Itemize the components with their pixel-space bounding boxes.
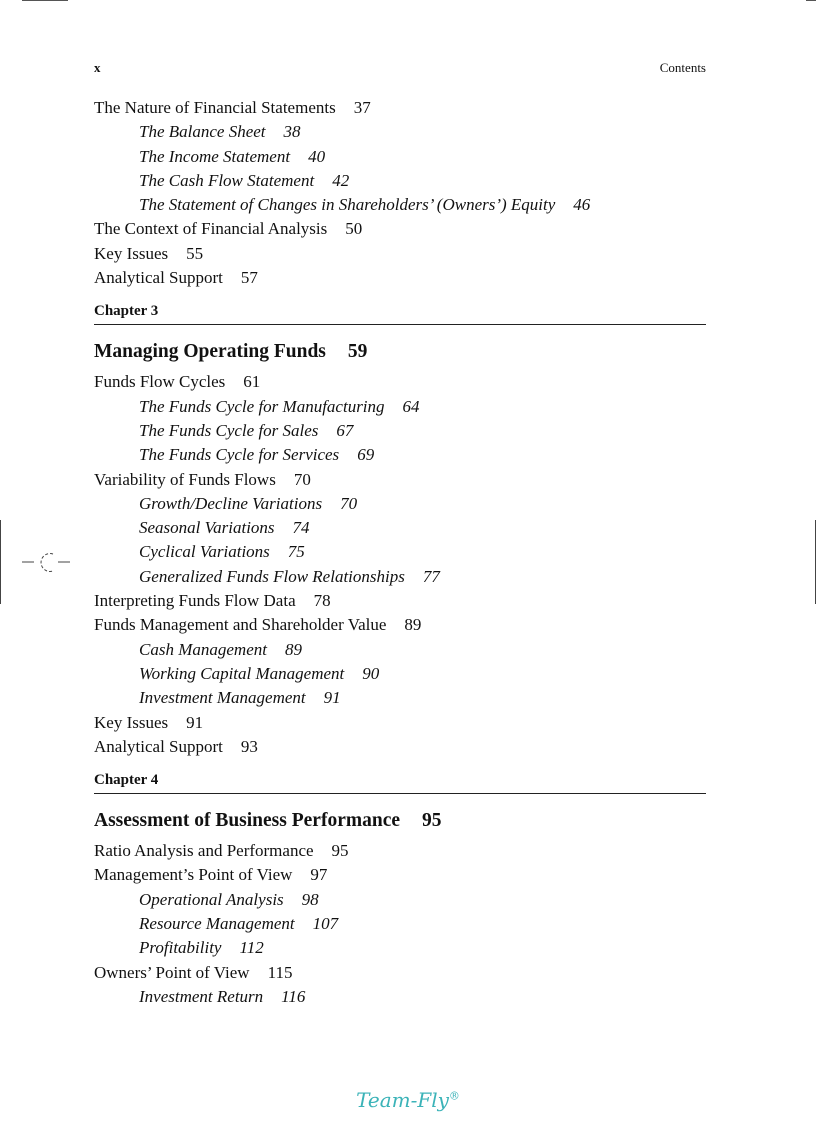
entry-title: The Funds Cycle for Manufacturing bbox=[139, 396, 385, 416]
toc-subentry bbox=[94, 419, 706, 443]
crop-mark-top-left bbox=[22, 0, 68, 1]
toc-entry bbox=[94, 613, 706, 637]
entry-page-number: 50 bbox=[345, 219, 363, 239]
chapter-label: Chapter 3 bbox=[94, 303, 159, 320]
entry-page-number: 57 bbox=[240, 268, 258, 288]
entry-page-number: 74 bbox=[292, 518, 310, 538]
entry-page-number: 107 bbox=[312, 914, 339, 934]
chapter-page-number: 59 bbox=[347, 341, 368, 363]
entry-title: Owners’ Point of View bbox=[94, 962, 250, 982]
running-title: Contents bbox=[659, 60, 706, 75]
toc-entry bbox=[94, 370, 706, 394]
chapter-rule bbox=[94, 793, 706, 794]
toc-entry bbox=[94, 961, 706, 985]
chapter-title-text: Assessment of Business Performance bbox=[94, 810, 401, 832]
toc-entry bbox=[94, 863, 706, 887]
entry-title: The Statement of Changes in Shareholders’ (Owners’) Equity bbox=[139, 195, 556, 215]
page-number: x bbox=[94, 60, 101, 75]
entry-page-number: 75 bbox=[287, 542, 305, 562]
entry-page-number: 55 bbox=[186, 243, 204, 263]
chapter-title-text: Managing Operating Funds bbox=[94, 341, 326, 363]
entry-title: Generalized Funds Flow Relationships bbox=[139, 566, 405, 586]
toc-subentry bbox=[94, 395, 706, 419]
entry-title: Resource Management bbox=[139, 914, 295, 934]
entry-title: The Nature of Financial Statements bbox=[94, 98, 336, 117]
entry-title: Cash Management bbox=[139, 639, 267, 659]
entry-title: Analytical Support bbox=[94, 268, 223, 288]
toc-subentry bbox=[94, 638, 706, 662]
registration-mark-icon bbox=[22, 548, 72, 578]
entry-title: Investment Return bbox=[139, 986, 264, 1006]
entry-title: The Cash Flow Statement bbox=[139, 170, 315, 190]
toc-entry bbox=[94, 242, 706, 266]
entry-page-number: 115 bbox=[267, 962, 293, 982]
entry-page-number: 97 bbox=[310, 865, 328, 885]
toc-entry bbox=[94, 468, 706, 492]
registered-mark: ® bbox=[448, 1089, 460, 1103]
toc-entry bbox=[94, 266, 706, 290]
entry-page-number: 95 bbox=[331, 841, 349, 861]
toc-subentry bbox=[94, 443, 706, 467]
entry-title: Profitability bbox=[139, 938, 222, 958]
entry-title: The Context of Financial Analysis bbox=[94, 219, 328, 239]
entry-title: Funds Flow Cycles bbox=[94, 372, 226, 392]
toc-subentry bbox=[94, 492, 706, 516]
toc-entry bbox=[94, 839, 706, 863]
entry-page-number: 37 bbox=[353, 98, 371, 117]
chapter-rule bbox=[94, 324, 706, 325]
toc-entry bbox=[94, 96, 706, 120]
entry-page-number: 38 bbox=[283, 122, 301, 142]
toc-entry bbox=[94, 735, 706, 759]
entry-page-number: 61 bbox=[243, 372, 261, 392]
toc-subentry bbox=[94, 686, 706, 710]
entry-page-number: 98 bbox=[301, 889, 319, 909]
entry-title: The Balance Sheet bbox=[139, 122, 266, 142]
entry-page-number: 89 bbox=[284, 639, 302, 659]
entry-title: Interpreting Funds Flow Data bbox=[94, 591, 296, 611]
entry-page-number: 78 bbox=[313, 591, 331, 611]
entry-title: Investment Management bbox=[139, 688, 306, 708]
entry-page-number: 70 bbox=[340, 493, 358, 513]
entry-title: Working Capital Management bbox=[139, 663, 345, 683]
entry-page-number: 112 bbox=[239, 938, 264, 958]
entry-page-number: 64 bbox=[402, 396, 420, 416]
toc-subentry bbox=[94, 888, 706, 912]
toc-subentry bbox=[94, 540, 706, 564]
entry-title: Operational Analysis bbox=[139, 889, 284, 909]
toc-subentry bbox=[94, 169, 706, 193]
entry-page-number: 91 bbox=[323, 688, 341, 708]
toc-subentry bbox=[94, 912, 706, 936]
entry-page-number: 46 bbox=[573, 195, 591, 215]
entry-page-number: 77 bbox=[422, 566, 440, 586]
chapter-page-number: 95 bbox=[422, 810, 442, 832]
entry-title: The Income Statement bbox=[139, 146, 291, 166]
margin-rule-left bbox=[0, 520, 1, 604]
entry-title: Variability of Funds Flows bbox=[94, 469, 276, 489]
toc-subentry bbox=[94, 565, 706, 589]
entry-title: Seasonal Variations bbox=[139, 518, 275, 538]
brand-text: Team-Fly bbox=[356, 1088, 449, 1112]
entry-page-number: 91 bbox=[186, 712, 204, 732]
entry-title: Key Issues bbox=[94, 712, 169, 732]
table-of-contents bbox=[94, 96, 706, 1009]
entry-page-number: 40 bbox=[308, 146, 326, 166]
entry-page-number: 70 bbox=[293, 469, 311, 489]
chapter-label: Chapter 4 bbox=[94, 772, 159, 789]
entry-page-number: 93 bbox=[240, 736, 258, 756]
entry-title: The Funds Cycle for Services bbox=[139, 445, 340, 465]
page-header bbox=[94, 60, 706, 78]
toc-subentry bbox=[94, 662, 706, 686]
entry-title: Growth/Decline Variations bbox=[139, 493, 323, 513]
team-fly-watermark bbox=[0, 1088, 816, 1112]
entry-title: Ratio Analysis and Performance bbox=[94, 841, 314, 861]
entry-title: Key Issues bbox=[94, 243, 169, 263]
entry-title: Management’s Point of View bbox=[94, 865, 293, 885]
toc-subentry bbox=[94, 936, 706, 960]
entry-title: Funds Management and Shareholder Value bbox=[94, 615, 387, 635]
toc-subentry bbox=[94, 985, 706, 1009]
chapter-title bbox=[94, 809, 706, 833]
entry-page-number: 42 bbox=[332, 170, 350, 190]
toc-subentry bbox=[94, 193, 706, 217]
entry-title: Analytical Support bbox=[94, 736, 223, 756]
entry-page-number: 69 bbox=[357, 445, 375, 465]
toc-entry bbox=[94, 217, 706, 241]
toc-entry bbox=[94, 589, 706, 613]
entry-page-number: 116 bbox=[281, 986, 306, 1006]
toc-subentry bbox=[94, 516, 706, 540]
toc-subentry bbox=[94, 120, 706, 144]
entry-page-number: 90 bbox=[362, 663, 380, 683]
entry-title: The Funds Cycle for Sales bbox=[139, 420, 319, 440]
toc-subentry bbox=[94, 145, 706, 169]
entry-title: Cyclical Variations bbox=[139, 542, 270, 562]
entry-page-number: 89 bbox=[404, 615, 422, 635]
entry-page-number: 67 bbox=[336, 420, 354, 440]
chapter-title bbox=[94, 340, 706, 364]
toc-entry bbox=[94, 711, 706, 735]
crop-mark-top-right bbox=[806, 0, 816, 1]
